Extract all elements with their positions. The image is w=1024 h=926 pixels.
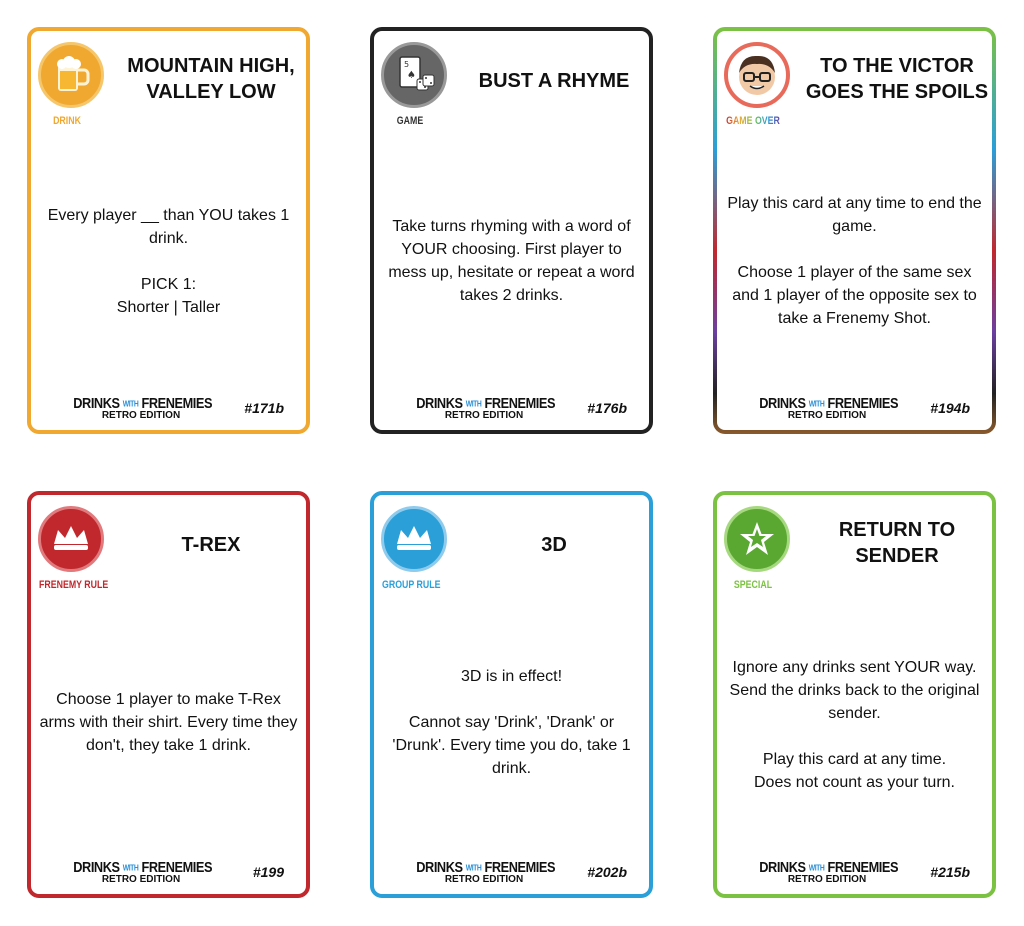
- svg-text:♠: ♠: [407, 70, 416, 81]
- card-t-rex: [27, 491, 310, 898]
- card-bust-a-rhyme: [370, 27, 653, 434]
- card-body: Ignore any drinks sent YOUR way. Send the drinks back to the original sender. Play this card at any time. Does not count as your turn.: [729, 659, 980, 791]
- card-number: #215b: [930, 864, 970, 880]
- cartoon-face-icon: [724, 42, 790, 108]
- card-title: BUST A RHYME: [478, 70, 630, 92]
- card-number: #199: [252, 864, 284, 880]
- card-3d: [370, 491, 653, 898]
- category-label: DRINK: [53, 115, 81, 127]
- card-title: T-REX: [181, 534, 241, 556]
- brand-logo: DRINKS WITH FRENEMIES RETRO EDITION: [416, 395, 556, 421]
- card-number: #202b: [587, 864, 627, 880]
- card-title: MOUNTAIN HIGH, VALLEY LOW: [127, 55, 295, 103]
- brand-logo: DRINKS WITH FRENEMIES RETRO EDITION: [759, 395, 899, 421]
- card-number: #171b: [244, 400, 284, 416]
- brand-logo: DRINKS WITH FRENEMIES RETRO EDITION: [759, 859, 899, 885]
- category-label: GROUP RULE: [382, 579, 441, 591]
- beer-mug-icon: [38, 42, 104, 108]
- category-label: GAME OVER: [726, 115, 780, 127]
- star-icon: [724, 506, 790, 572]
- category-label: SPECIAL: [733, 579, 773, 591]
- category-label: GAME: [396, 115, 424, 127]
- card-number: #176b: [587, 400, 627, 416]
- card-body: Play this card at any time to end the game. Choose 1 player of the same sex and 1 player of the opposite sex to take a Frenemy Shot.: [727, 195, 982, 327]
- card-body: Take turns rhyming with a word of YOUR choosing. First player to mess up, hesitate or repeat a word takes 2 drinks.: [388, 218, 635, 304]
- card-return-to-sender: [713, 491, 996, 898]
- card-title: RETURN TO SENDER: [838, 519, 956, 567]
- brand-logo: DRINKS WITH FRENEMIES RETRO EDITION: [73, 859, 213, 885]
- crown-icon: [38, 506, 104, 572]
- category-label: FRENEMY RULE: [39, 579, 109, 591]
- card-body: Choose 1 player to make T-Rex arms with their shirt. Every time they don't, they take 1 drink.: [39, 691, 298, 754]
- crown-icon: [381, 506, 447, 572]
- card-number: #194b: [930, 400, 970, 416]
- brand-logo: DRINKS WITH FRENEMIES RETRO EDITION: [73, 395, 213, 421]
- card-body: Every player __ than YOU takes 1 drink. PICK 1: Shorter | Taller: [47, 207, 290, 316]
- card-title: 3D: [541, 534, 567, 556]
- card-title: TO THE VICTOR GOES THE SPOILS: [805, 55, 989, 103]
- brand-logo: DRINKS WITH FRENEMIES RETRO EDITION: [416, 859, 556, 885]
- svg-text:5: 5: [404, 60, 410, 69]
- card-to-the-victor: [713, 27, 996, 434]
- card-body: 3D is in effect! Cannot say 'Drink', 'Drank' or 'Drunk'. Every time you do, take 1 drink.: [392, 668, 631, 777]
- playing-card-dice-icon: [381, 42, 447, 108]
- card-mountain-high: [27, 27, 310, 434]
